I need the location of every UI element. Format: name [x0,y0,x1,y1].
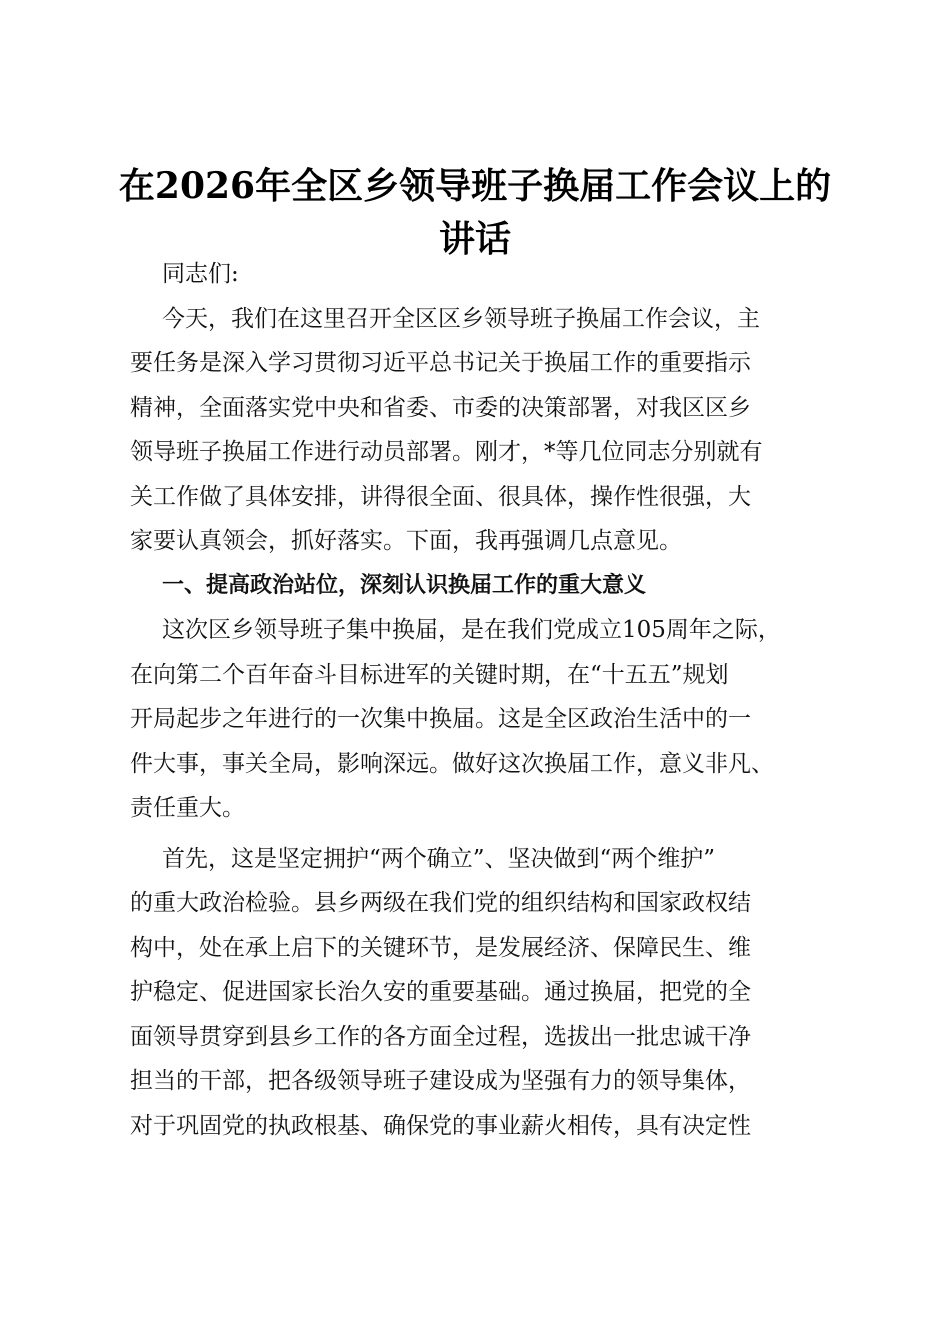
text-line: 开局起步之年进行的一次集中换届。这是全区政治生活中的一 [130,706,751,732]
text-line: 关工作做了具体安排，讲得很全面、很具体，操作性很强，大 [130,483,751,510]
document-body [130,252,840,1148]
text-line: 责任重大。 [130,795,245,821]
text-line: 的重大政治检验。县乡两级在我们党的组织结构和国家政权结 [130,890,751,916]
text-line: 对于巩固党的执政根基、确保党的事业薪火相传，具有决定性 [130,1112,751,1139]
text-line: 这次区乡领导班子集中换届，是在我们党成立105周年之际， [162,617,781,643]
text-line: 精神，全面落实党中央和省委、市委的决策部署，对我区区乡 [130,394,751,421]
text-line: 今天，我们在这里召开全区区乡领导班子换届工作会议，主 [162,305,760,332]
document-title [110,160,840,266]
text-line: 家要认真领会，抓好落实。下面，我再强调几点意见。 [130,528,682,554]
salutation: 同志们: [162,261,239,287]
paragraph-significance [130,608,840,831]
text-line: 担当的干部，把各级领导班子建设成为坚强有力的领导集体， [130,1068,751,1094]
paragraph-first-point [130,837,840,1149]
text-line: 件大事，事关全局，影响深远。做好这次换届工作，意义非凡、 [130,750,774,777]
text-line: 首先，这是坚定拥护“两个确立”、坚决做到“两个维护” [162,845,716,872]
text-line: 护稳定、促进国家长治久安的重要基础。通过换届，把党的全 [130,979,751,1005]
text-line: 领导班子换届工作进行动员部署。刚才，*等几位同志分别就有 [130,439,763,465]
text-line: 在向第二个百年奋斗目标进军的关键时期，在“十五五”规划 [130,661,729,688]
text-line: 要任务是深入学习贯彻习近平总书记关于换届工作的重要指示 [130,350,751,376]
text-line: 面领导贯穿到县乡工作的各方面全过程，选拔出一批忠诚干净 [130,1023,751,1050]
section-heading: 一、提高政治站位，深刻认识换届工作的重大意义 [162,572,647,598]
title-line: 讲话 [438,218,511,260]
paragraph-opening [130,297,840,564]
title-line: 在2026年全区乡领导班子换届工作会议上的 [118,165,832,207]
text-line: 构中，处在承上启下的关键环节，是发展经济、保障民生、维 [130,934,751,961]
